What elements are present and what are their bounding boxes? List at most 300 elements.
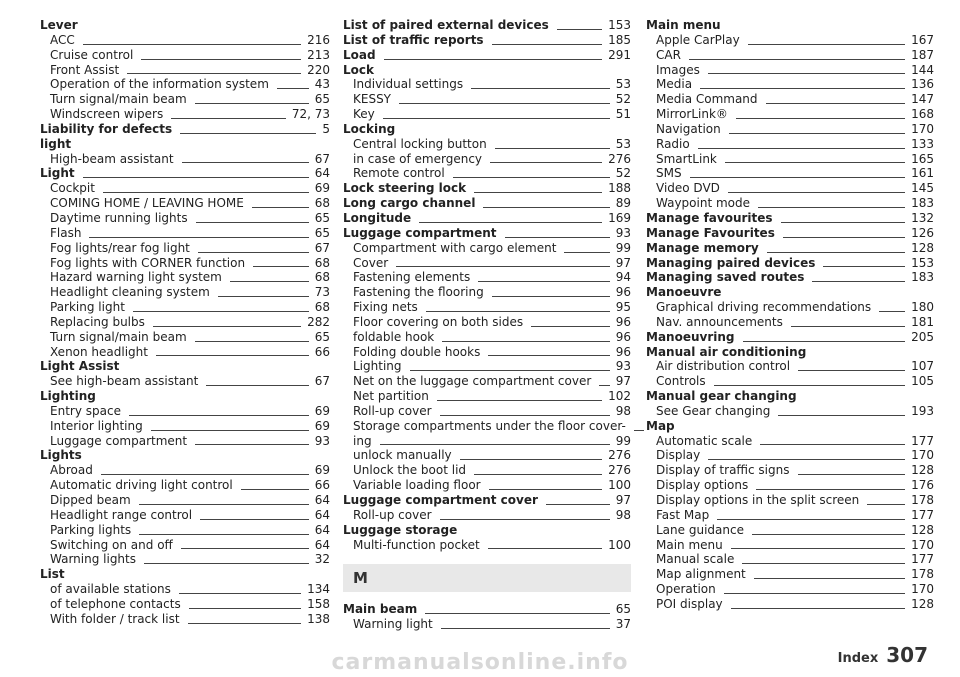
index-entry[interactable] [646, 300, 934, 315]
dot-leader [725, 162, 905, 163]
index-entry[interactable] [646, 448, 934, 463]
dot-leader [151, 430, 309, 431]
index-entry-term: Apple CarPlay [656, 32, 740, 47]
index-entry-page: 43 [314, 77, 330, 92]
index-heading: Manual gear changing [646, 389, 797, 404]
index-entry[interactable] [646, 152, 934, 167]
index-entry-term: Warning light [353, 617, 433, 632]
index-entry[interactable] [343, 448, 631, 463]
index-column-3 [646, 18, 934, 612]
dot-leader [490, 162, 602, 163]
index-column-2 [343, 18, 631, 632]
index-entry-page: 53 [615, 136, 631, 151]
index-entry-term: CAR [656, 47, 681, 62]
index-entry[interactable] [40, 404, 330, 419]
index-entry[interactable] [343, 285, 631, 300]
index-entry-page: 98 [615, 403, 631, 418]
dot-leader [139, 504, 309, 505]
dot-leader [742, 563, 905, 564]
index-entry[interactable] [40, 270, 330, 285]
index-entry[interactable] [343, 48, 631, 63]
index-heading: Locking [343, 121, 396, 136]
index-entry-page: 177 [911, 433, 934, 448]
index-entry[interactable] [646, 359, 934, 374]
index-entry-page: 185 [608, 32, 631, 47]
index-entry[interactable] [343, 77, 631, 92]
index-entry-page: 165 [911, 151, 934, 166]
index-entry[interactable] [40, 612, 330, 627]
index-entry-page: 282 [307, 314, 330, 329]
index-entry-page: 178 [911, 493, 934, 507]
index-heading: Light Assist [40, 359, 120, 374]
index-entry-page: 187 [911, 47, 934, 62]
dot-leader [182, 162, 309, 163]
index-entry[interactable] [40, 107, 330, 122]
index-entry[interactable] [646, 567, 934, 582]
index-entry-term: Cockpit [50, 181, 95, 196]
dot-leader [714, 385, 905, 386]
dot-leader [153, 326, 301, 327]
dot-leader [410, 370, 610, 371]
dot-leader [419, 222, 602, 223]
dot-leader [83, 44, 301, 45]
index-entry-term: Images [656, 62, 700, 77]
index-entry-page: 68 [314, 300, 330, 315]
footer-section-label: Index [837, 651, 879, 666]
index-entry[interactable] [40, 523, 330, 538]
index-entry-term: Nav. announcements [656, 314, 783, 329]
index-entry[interactable] [40, 226, 330, 241]
index-entry-term: Central locking button [353, 136, 487, 151]
index-entry[interactable] [343, 434, 631, 449]
index-entry-page: 132 [911, 210, 934, 225]
index-entry-term: Luggage compartment cover [343, 493, 538, 507]
index-entry[interactable] [343, 270, 631, 285]
index-entry[interactable] [646, 77, 934, 92]
dot-leader [823, 266, 905, 267]
index-entry-term: foldable hook [353, 329, 435, 344]
index-heading: Manoeuvre [646, 285, 722, 300]
index-entry-term: Remote control [353, 166, 445, 181]
index-entry[interactable] [646, 404, 934, 419]
index-entry-page: 177 [911, 552, 934, 567]
index-entry-page: 97 [615, 374, 631, 389]
index-entry-term: Managing paired devices [646, 255, 816, 270]
index-entry[interactable] [646, 463, 934, 478]
index-entry[interactable] [343, 166, 631, 181]
index-entry[interactable] [40, 48, 330, 63]
dot-leader [425, 613, 610, 614]
index-entry-page: 68 [314, 255, 330, 270]
index-entry[interactable] [40, 582, 330, 597]
index-entry-term: Turn signal/main beam [50, 329, 187, 344]
dot-leader [218, 296, 309, 297]
index-heading: List [40, 567, 65, 582]
index-entry-page: 193 [911, 403, 934, 418]
index-entry-term: Xenon headlight [50, 344, 148, 359]
index-entry-term: Main beam [343, 602, 418, 617]
dot-leader [743, 341, 906, 342]
dot-leader [731, 608, 905, 609]
index-entry-term: Fog lights with CORNER function [50, 255, 246, 270]
index-entry-page: 67 [314, 240, 330, 255]
index-entry[interactable] [646, 241, 934, 256]
index-entry[interactable] [40, 152, 330, 167]
index-entry-page: 177 [911, 507, 934, 522]
index-entry[interactable] [343, 602, 631, 617]
index-entry[interactable] [646, 166, 934, 181]
dot-leader [791, 326, 905, 327]
index-entry[interactable] [40, 300, 330, 315]
dot-leader [252, 207, 309, 208]
index-entry[interactable] [343, 181, 631, 196]
index-entry-term: Fast Map [656, 507, 710, 522]
index-entry-page: 291 [608, 47, 631, 62]
index-entry-term: Air distribution control [656, 359, 791, 374]
index-entry[interactable] [40, 330, 330, 345]
index-entry-page: 213 [307, 47, 330, 62]
index-entry-term: Switching on and off [50, 537, 173, 552]
index-entry-term: Turn signal/main beam [50, 92, 187, 107]
index-entry-term: Waypoint mode [656, 196, 751, 211]
index-entry[interactable] [646, 211, 934, 226]
index-entry-term: COMING HOME / LEAVING HOME [50, 196, 244, 211]
dot-leader [690, 177, 906, 178]
index-entry[interactable] [343, 359, 631, 374]
index-entry[interactable] [343, 345, 631, 360]
index-entry[interactable] [646, 508, 934, 523]
index-entry[interactable] [343, 330, 631, 345]
index-entry-term: Lock steering lock [343, 181, 467, 196]
dot-leader [471, 88, 610, 89]
index-entry[interactable] [343, 315, 631, 330]
dot-leader [180, 133, 316, 134]
index-entry-term: Cruise control [50, 47, 134, 62]
dot-leader [89, 237, 308, 238]
index-entry[interactable] [40, 256, 330, 271]
index-entry-term: Front Assist [50, 62, 120, 77]
index-entry-term: Long cargo channel [343, 196, 476, 211]
index-entry-term: Fastening elements [353, 270, 471, 285]
index-entry[interactable] [646, 48, 934, 63]
index-entry-term: Display of traffic signs [656, 463, 790, 478]
index-entry-page: 97 [615, 255, 631, 270]
index-entry-term: Controls [656, 374, 706, 389]
index-entry-term: Daytime running lights [50, 210, 188, 225]
index-entry-term: Entry space [50, 403, 121, 418]
index-entry-page: 276 [608, 463, 631, 478]
index-entry[interactable] [646, 315, 934, 330]
dot-leader [474, 474, 602, 475]
index-entry-term: Folding double hooks [353, 344, 481, 359]
dot-leader [698, 148, 905, 149]
index-column-2-list-m [343, 602, 631, 632]
index-entry[interactable] [40, 196, 330, 211]
index-entry-term: See high-beam assistant [50, 374, 199, 389]
index-entry[interactable] [343, 404, 631, 419]
index-entry-page: 68 [314, 196, 330, 211]
dot-leader [767, 252, 905, 253]
dot-leader [495, 148, 610, 149]
index-entry[interactable] [646, 122, 934, 137]
index-entry[interactable] [40, 33, 330, 48]
index-entry[interactable] [646, 256, 934, 271]
index-entry-page: 276 [608, 448, 631, 463]
index-entry-term: Light [40, 166, 75, 181]
index-entry-page: 169 [608, 210, 631, 225]
dot-leader [488, 355, 609, 356]
index-heading: Lights [40, 448, 82, 463]
index-entry[interactable] [40, 374, 330, 389]
index-entry-page: 64 [314, 166, 330, 181]
index-entry[interactable] [343, 18, 631, 33]
dot-leader [708, 73, 905, 74]
dot-leader [531, 326, 610, 327]
index-entry[interactable] [40, 493, 330, 508]
index-entry[interactable] [343, 211, 631, 226]
index-entry-term: Display options in the split screen [656, 493, 860, 507]
index-entry[interactable] [40, 92, 330, 107]
index-entry-page: 37 [615, 617, 631, 632]
index-entry[interactable] [343, 152, 631, 167]
dot-leader [460, 459, 602, 460]
dot-leader [708, 459, 905, 460]
index-heading: Lock [343, 62, 374, 77]
index-entry-page: 52 [615, 166, 631, 181]
dot-leader [141, 59, 301, 60]
index-entry-page: 64 [314, 507, 330, 522]
index-entry[interactable] [40, 434, 330, 449]
dot-leader [488, 548, 602, 549]
index-entry-term: Fog lights/rear fog light [50, 240, 190, 255]
index-entry[interactable] [40, 478, 330, 493]
index-entry-page: 64 [314, 522, 330, 537]
index-entry-term: Compartment with cargo element [353, 240, 557, 255]
dot-leader [129, 415, 309, 416]
index-entry-term: Main menu [656, 537, 723, 552]
index-entry[interactable] [343, 478, 631, 493]
index-entry-page: 178 [911, 567, 934, 582]
index-entry[interactable] [40, 211, 330, 226]
dot-leader [700, 88, 905, 89]
index-entry[interactable] [646, 597, 934, 612]
index-entry[interactable] [646, 107, 934, 122]
index-entry[interactable] [40, 597, 330, 612]
dot-leader [442, 341, 609, 342]
index-entry[interactable] [40, 315, 330, 330]
index-entry[interactable] [646, 330, 934, 345]
index-entry-term: ing [353, 433, 372, 448]
index-entry[interactable] [343, 419, 631, 434]
dot-leader [717, 519, 905, 520]
index-entry[interactable] [343, 493, 631, 508]
index-entry-term: KESSY [353, 92, 392, 107]
index-entry-page: 153 [911, 255, 934, 270]
dot-leader [729, 133, 905, 134]
index-entry[interactable] [40, 345, 330, 360]
dot-leader [440, 415, 610, 416]
index-entry[interactable] [40, 166, 330, 181]
dot-leader [492, 44, 603, 45]
index-entry[interactable] [646, 493, 934, 508]
index-entry-page: 167 [911, 32, 934, 47]
index-entry-term: Net on the luggage compartment cover [353, 374, 592, 389]
index-entry-term: Load [343, 47, 376, 62]
index-entry[interactable] [343, 107, 631, 122]
index-entry-page: 99 [615, 240, 631, 255]
index-entry[interactable] [646, 434, 934, 449]
index-heading: Lever [40, 18, 78, 32]
index-entry-term: Floor covering on both sides [353, 314, 524, 329]
index-entry-term: Automatic scale [656, 433, 753, 448]
index-entry[interactable] [40, 63, 330, 78]
index-entry-page: 220 [307, 62, 330, 77]
index-entry[interactable] [343, 241, 631, 256]
dot-leader [103, 192, 309, 193]
index-entry-page: 170 [911, 582, 934, 597]
index-entry-term: Individual settings [353, 77, 464, 92]
dot-leader [731, 548, 905, 549]
index-entry[interactable] [646, 33, 934, 48]
index-entry-page: 93 [314, 433, 330, 448]
index-entry[interactable] [343, 256, 631, 271]
index-entry[interactable] [40, 419, 330, 434]
dot-leader [127, 73, 301, 74]
index-entry-page: 66 [314, 478, 330, 493]
dot-leader [736, 118, 905, 119]
index-entry[interactable] [40, 241, 330, 256]
index-entry[interactable] [646, 63, 934, 78]
index-entry[interactable] [40, 463, 330, 478]
index-entry[interactable] [646, 270, 934, 285]
index-entry[interactable] [343, 463, 631, 478]
dot-leader [230, 281, 309, 282]
index-entry[interactable] [40, 552, 330, 567]
dot-leader [384, 59, 603, 60]
dot-leader [783, 237, 905, 238]
index-entry-page: 100 [608, 478, 631, 493]
dot-leader [557, 29, 602, 30]
watermark: carmanualsonline.info [331, 650, 629, 675]
index-entry-page: 65 [314, 92, 330, 107]
index-entry-page: 64 [314, 537, 330, 552]
index-entry[interactable] [40, 538, 330, 553]
index-entry-term: Parking light [50, 300, 125, 315]
index-heading: Lighting [40, 389, 96, 404]
index-entry[interactable] [646, 137, 934, 152]
index-entry[interactable] [646, 196, 934, 211]
index-entry[interactable] [646, 181, 934, 196]
index-entry-page: 107 [911, 359, 934, 374]
index-entry[interactable] [646, 582, 934, 597]
index-entry-page: 69 [314, 181, 330, 196]
index-heading: Map [646, 418, 675, 433]
index-entry[interactable] [646, 552, 934, 567]
index-entry[interactable] [343, 33, 631, 48]
index-entry[interactable] [646, 374, 934, 389]
index-entry[interactable] [646, 92, 934, 107]
index-entry-term: Manoeuvring [646, 329, 735, 344]
index-entry[interactable] [343, 137, 631, 152]
index-entry-term: Lane guidance [656, 522, 744, 537]
index-entry[interactable] [40, 122, 330, 137]
index-entry[interactable] [646, 226, 934, 241]
index-entry[interactable] [646, 523, 934, 538]
index-entry-page: 128 [911, 596, 934, 611]
dot-leader [196, 222, 309, 223]
index-entry-term: Storage compartments under the floor cover- [353, 418, 626, 433]
index-entry-term: Manage favourites [646, 210, 773, 225]
dot-leader [766, 103, 906, 104]
index-entry-page: 51 [615, 107, 631, 122]
index-entry[interactable] [343, 508, 631, 523]
index-entry[interactable] [343, 617, 631, 632]
index-entry[interactable] [343, 92, 631, 107]
dot-leader [277, 88, 309, 89]
page-number: 307 [886, 643, 928, 667]
index-entry[interactable] [646, 538, 934, 553]
dot-leader [724, 593, 905, 594]
dot-leader [437, 400, 602, 401]
index-entry-term: Navigation [656, 121, 721, 136]
index-entry[interactable] [40, 508, 330, 523]
index-entry-term: SMS [656, 166, 682, 181]
index-entry-term: Warning lights [50, 552, 136, 567]
index-entry-term: SmartLink [656, 151, 717, 166]
dot-leader [133, 311, 309, 312]
index-entry-page: 67 [314, 374, 330, 389]
dot-leader [241, 489, 309, 490]
index-entry-page: 170 [911, 537, 934, 552]
index-entry[interactable] [343, 389, 631, 404]
index-entry-page: 65 [314, 329, 330, 344]
index-entry-term: Windscreen wipers [50, 107, 164, 122]
index-entry-term: Longitude [343, 210, 412, 225]
dot-leader [396, 266, 610, 267]
index-entry[interactable] [646, 478, 934, 493]
index-entry[interactable] [40, 285, 330, 300]
dot-leader [546, 504, 610, 505]
dot-leader [188, 623, 302, 624]
index-entry[interactable] [343, 300, 631, 315]
dot-leader [812, 281, 905, 282]
index-heading: Luggage storage [343, 522, 458, 537]
index-entry-page: 66 [314, 344, 330, 359]
index-entry[interactable] [343, 226, 631, 241]
index-entry[interactable] [343, 538, 631, 553]
index-entry-page: 99 [615, 433, 631, 448]
dot-leader [798, 370, 905, 371]
index-entry-term: Roll-up cover [353, 507, 432, 522]
index-entry-term: Fastening the flooring [353, 285, 484, 300]
index-entry-term: Display options [656, 478, 749, 493]
dot-leader [478, 281, 610, 282]
dot-leader [399, 103, 610, 104]
index-entry-term: Radio [656, 136, 690, 151]
dot-leader [195, 444, 309, 445]
index-entry[interactable] [40, 77, 330, 92]
dot-leader [253, 266, 309, 267]
dot-leader [492, 296, 610, 297]
index-entry-page: 96 [615, 329, 631, 344]
index-entry[interactable] [343, 374, 631, 389]
index-entry[interactable] [343, 196, 631, 211]
index-entry[interactable] [40, 181, 330, 196]
index-entry-page: 65 [615, 602, 631, 617]
index-entry-term: Managing saved routes [646, 270, 805, 285]
index-entry-term: Display [656, 448, 701, 463]
dot-leader [139, 534, 309, 535]
